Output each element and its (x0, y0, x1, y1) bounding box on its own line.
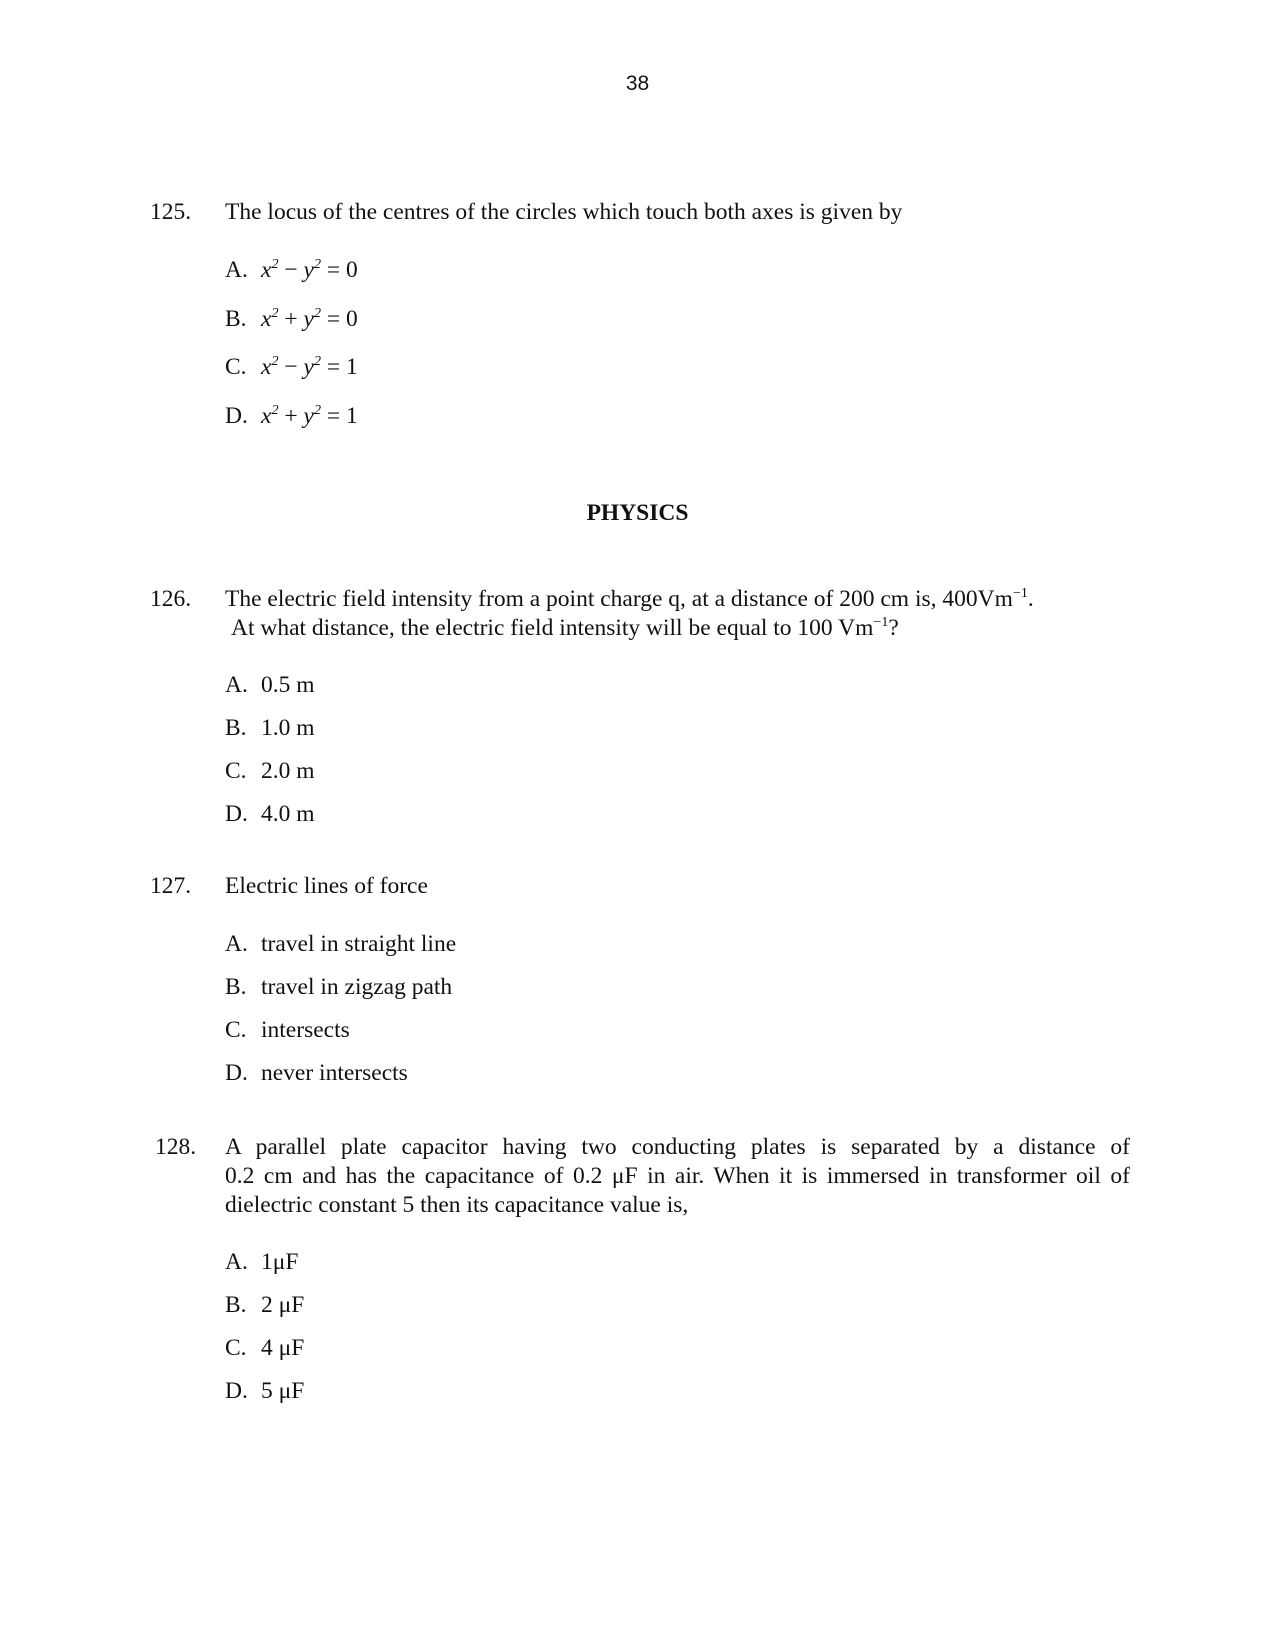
option-letter: D. (225, 801, 248, 827)
option-a[interactable] (225, 256, 358, 285)
option-letter: C. (225, 354, 247, 380)
option-letter: B. (225, 1292, 247, 1318)
option-letter: A. (225, 931, 248, 957)
question-line: dielectric constant 5 then its capacitance value is, (225, 1192, 689, 1218)
option-text: travel in straight line (261, 931, 457, 957)
option-equation: $x^2 + y^2 = 1$ (261, 402, 358, 429)
option-letter: D. (225, 1060, 248, 1086)
option-d[interactable] (225, 402, 358, 431)
question-line: At what distance, the electric field intensity will be equal to 100 $Vm^{-1}$? (231, 614, 899, 641)
question-number: 126. (150, 586, 192, 612)
option-equation: $x^2 - y^2 = 1$ (261, 353, 358, 380)
option-letter: B. (225, 715, 247, 741)
option-text: intersects (261, 1017, 350, 1043)
question-text (225, 1133, 1130, 1220)
option-c[interactable] (225, 1334, 304, 1363)
option-a[interactable] (225, 671, 315, 700)
question-number: 127. (150, 873, 192, 899)
option-text: never intersects (261, 1060, 408, 1086)
option-a[interactable] (225, 1248, 298, 1277)
option-d[interactable] (225, 1377, 304, 1406)
option-c[interactable] (225, 757, 315, 786)
page-number: 38 (625, 72, 650, 95)
option-b[interactable] (225, 714, 315, 743)
option-letter: B. (225, 974, 247, 1000)
option-d[interactable] (225, 800, 315, 829)
option-letter: B. (225, 306, 247, 332)
option-letter: A. (225, 672, 248, 698)
option-c[interactable] (225, 1016, 350, 1045)
option-text: 1μF (261, 1249, 299, 1275)
question-text: The locus of the centres of the circles which touch both axes is given by (225, 199, 903, 225)
option-letter: C. (225, 758, 247, 784)
option-a[interactable] (225, 930, 456, 959)
question-number: 125. (150, 199, 192, 225)
question-number: 128. (155, 1134, 197, 1160)
option-text: 5 μF (261, 1378, 305, 1404)
option-equation: $x^2 + y^2 = 0$ (261, 305, 358, 332)
option-letter: C. (225, 1335, 247, 1361)
option-text: 4.0 m (261, 801, 315, 827)
option-letter: A. (225, 257, 248, 283)
option-letter: A. (225, 1249, 248, 1275)
option-text: travel in zigzag path (261, 974, 453, 1000)
option-text: 1.0 m (261, 715, 315, 741)
question-line: A parallel plate capacitor having two conducting plates is separated by a distance of (225, 1134, 1130, 1160)
option-text: 0.5 m (261, 672, 315, 698)
option-letter: D. (225, 403, 248, 429)
option-letter: D. (225, 1378, 248, 1404)
option-text: 2.0 m (261, 758, 315, 784)
question-text: Electric lines of force (225, 873, 428, 899)
option-equation: $x^2 - y^2 = 0$ (261, 256, 358, 283)
option-letter: C. (225, 1017, 247, 1043)
option-b[interactable] (225, 973, 452, 1002)
question-line: 0.2 cm and has the capacitance of 0.2 μF in air. When it is immersed in transformer oil of (225, 1163, 1130, 1189)
option-c[interactable] (225, 353, 358, 382)
option-b[interactable] (225, 305, 358, 334)
option-b[interactable] (225, 1291, 304, 1320)
question-line: The electric field intensity from a point charge q, at a distance of 200 cm is, $400Vm^{-1}$. (225, 585, 1034, 612)
question-text (225, 585, 1130, 643)
option-d[interactable] (225, 1059, 408, 1088)
option-text: 2 μF (261, 1292, 305, 1318)
section-title: PHYSICS (586, 500, 689, 526)
option-text: 4 μF (261, 1335, 305, 1361)
